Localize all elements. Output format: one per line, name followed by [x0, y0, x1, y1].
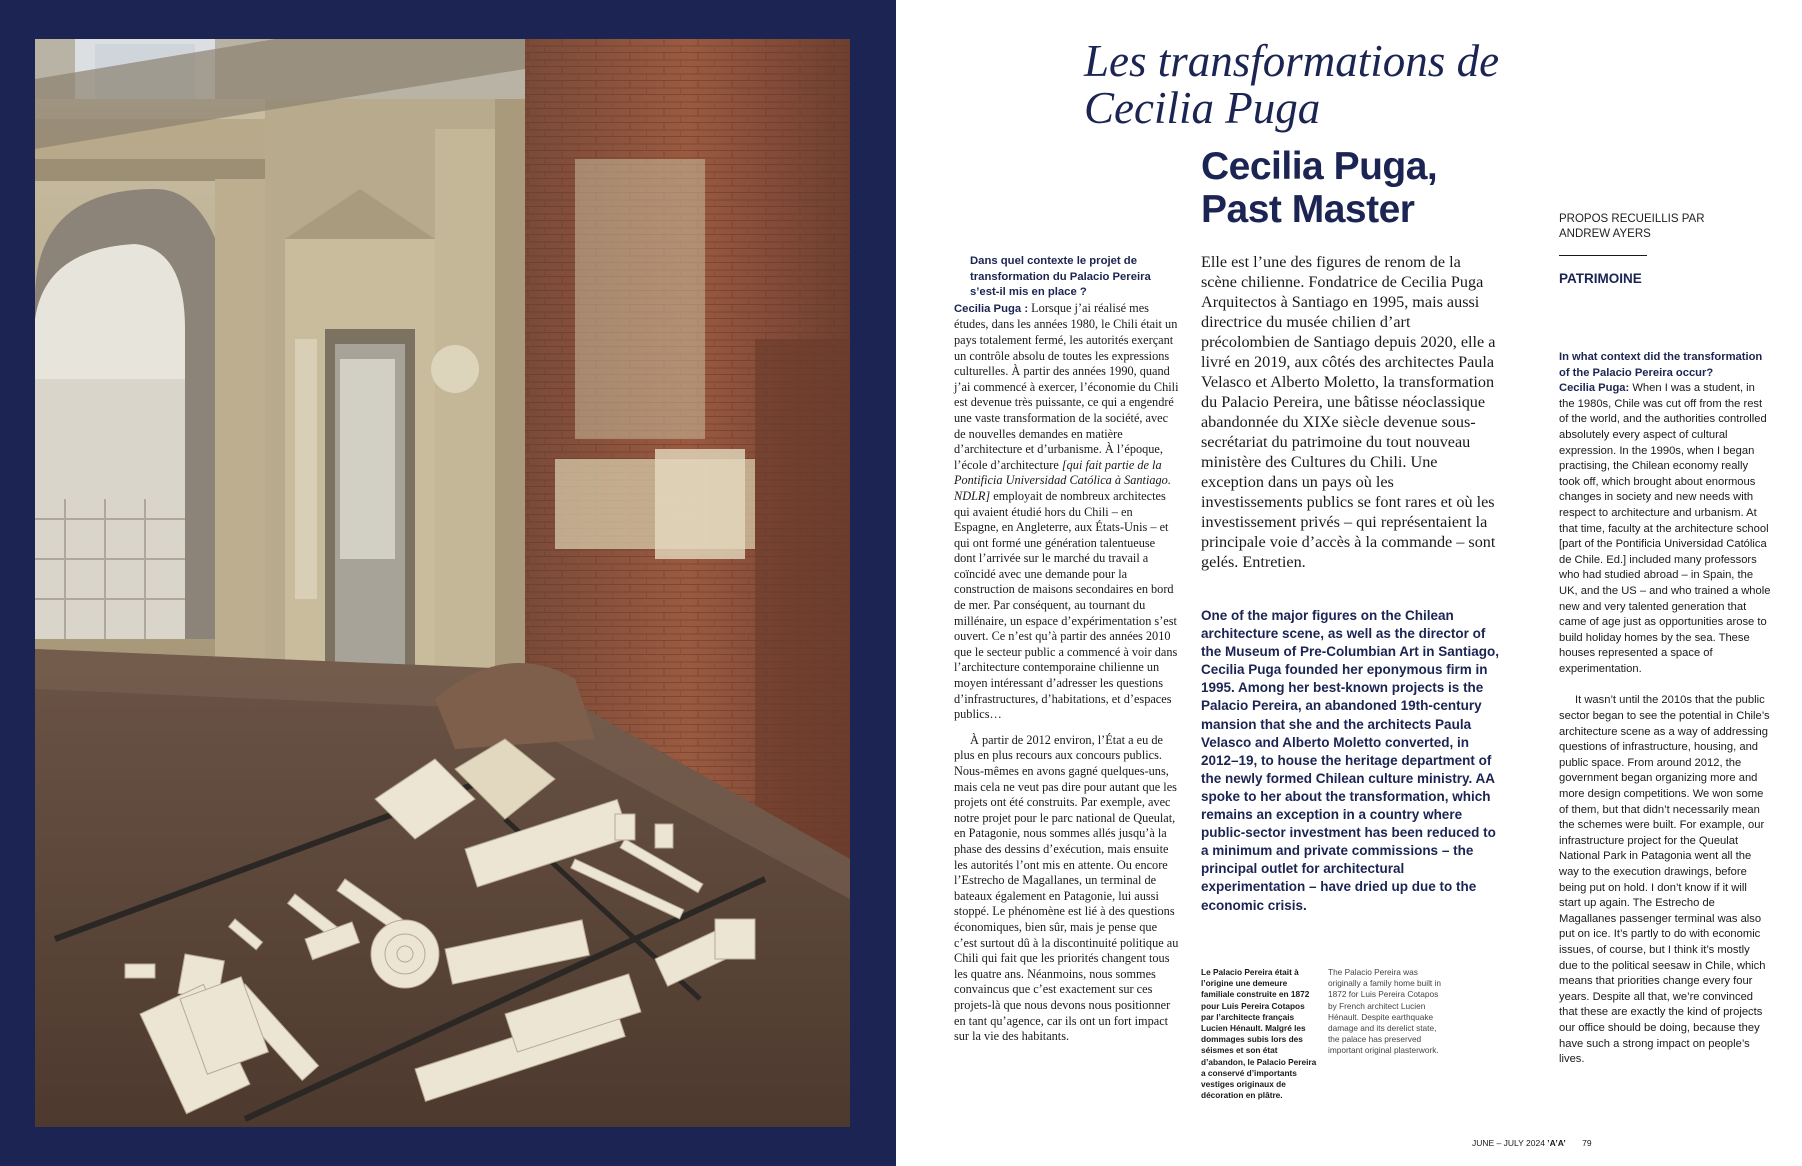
english-interview-column	[1559, 350, 1771, 1068]
page-footer	[1472, 1138, 1792, 1148]
page-number: 79	[1582, 1138, 1592, 1148]
french-paragraph-2: À partir de 2012 environ, l’État a eu de plus en plus recours aux concours publics. Nous-mêmes en avons gagné quelques-uns, mais cela ne veut pas dire pour autant que les projets ont été construits. Par exemple, avec notre projet pour le parc national de Queulat, en Patagonie, nous sommes allés jusqu’à la phase des dessins d’exécution, mais ensuite les autorités l’ont mis en attente. Ou encore l’Estrecho de Magallanes, un terminal de bateaux également en Patagonie, lui aussi stoppé. Le phénomène est lié à des questions économiques, bien sûr, mais je pense que c’est surtout dû à la discontinuité politique au Chili qui fait que les priorités changent tous les quatre ans. Néanmoins, nous sommes convaincus que c’est exactement sur ces projets-là que nous devons nous positionner en tant qu’agence, car ils ont un fort impact sur la vie des habitants.	[954, 732, 1179, 1044]
intro-english: One of the major figures on the Chilean architecture scene, as well as the director of the Museum of Pre-Columbian Art in Santiago, Cecilia Puga founded her eponymous firm in 1995. Among her best-known projects is the Palacio Pereira, an abandoned 19th-century mansion that she and the architects Paula Velasco and Alberto Moletto converted, in 2012–19, to house the heritage department of the newly formed Chilean culture ministry. AA spoke to her about the transformation, which remains an exception in a country where public-sector investment has been reduced to a minimum and private commissions – the principal outlet for architectural experimentation – have dried up due to the economic crisis.	[1201, 608, 1500, 913]
footer-issue: JUNE – JULY 2024	[1472, 1138, 1545, 1148]
english-paragraph-1	[1559, 350, 1771, 677]
french-question: Dans quel contexte le projet de transformation du Palacio Pereira s’est-il mis en place ?	[970, 255, 1151, 299]
byline: PROPOS RECUEILLIS PAR ANDREW AYERS	[1559, 213, 1705, 240]
caption-french: Le Palacio Pereira était à l’origine une demeure familiale construite en 1872 pour Luis Pereira Cotapos par l’architecte français Lucien Hénault. Malgré les dommages subis lors des séismes et son état d’abandon, le Palacio Pereira a conservé d’importants vestiges originaux de décoration en plâtre.	[1201, 967, 1317, 1101]
english-answer-1: When I was a student, in the 1980s, Chile was cut off from the rest of the world, and the authorities controlled absolutely every aspect of cultural expression. In the 1990s, when I began practising, the Chilean economy really took off, which brought about enormous changes in society and new needs with respect to architecture and urbanism. At that time, faculty at the architecture school [part of the Pontificia Universidad Católica de Chile. Ed.] included many professors who had studied abroad – in Spain, the UK, and the US – and who trained a whole new and very talented generation that came of age just as opportunities arose to build holiday homes by the sea. These houses represented a space of experimentation.	[1559, 382, 1771, 675]
french-interview-column	[954, 254, 1180, 1045]
section-label: PATRIMOINE	[1559, 271, 1642, 286]
right-page	[896, 0, 1802, 1166]
palacio-pereira-photo	[35, 39, 850, 1127]
english-paragraph-2: It wasn’t until the 2010s that the public sector began to see the potential in Chile’s architecture scene as a way of addressing questions of infrastructure, housing, and public space. From around 2012, the government began organizing more and more design competitions. We won some of them, but that didn’t necessarily mean the schemes were built. For example, our infrastructure project for the Queulat National Park in Patagonia went all the way to the execution drawings, before being put on hold. I don’t know if it will start up again. The Estrecho de Magallanes passenger terminal was also put on ice. It’s partly to do with economic issues, of course, but I think it’s mostly due to the political seesaw in Chile, which means that priorities change every four years. Despite all that, we’re convinced that these are exactly the kind of projects our office should be doing, because they have such a strong impact on people’s lives.	[1559, 694, 1770, 1066]
title-english: Cecilia Puga, Past Master	[1201, 145, 1438, 231]
french-answer-1-end: employait de nombreux architectes qui avaient étudié hors du Chili – en Espagne, en Angleterre, aux États-Unis – et qui ont formé une génération talentueuse dont l’arrivée sur le marché du travail a coïncidé avec une demande pour la construction de maisons secondaires en bord de mer. Par conséquent, au tournant du millénaire, un espace d’expérimentation s’est ouvert. Ce n’est qu’à partir des années 2010 que le secteur public a commencé à voir dans l’architecture contemporaine chilienne un moyen intéressant d’adresser les questions d’infrastructures, d’habitations, et d’espaces publics…	[954, 488, 1178, 722]
french-editor-note: [qui fait partie de la Pontificia Universidad Católica à Santiago. NDLR]	[954, 457, 1171, 503]
english-speaker: Cecilia Puga:	[1559, 382, 1630, 395]
left-page	[0, 0, 896, 1166]
english-question: In what context did the transformation of the Palacio Pereira occur?	[1559, 351, 1763, 379]
caption-english: The Palacio Pereira was originally a family home built in 1872 for Luis Pereira Cotapos by French architect Lucien Hénault. Despite earthquake damage and its derelict state, the palace has preserved important original plasterwork.	[1328, 967, 1441, 1056]
french-answer-1: Lorsque j’ai réalisé mes études, dans les années 1980, le Chili était un pays totalement fermé, les autorités exerçant un contrôle absolu de toutes les expressions culturelles. À partir des années 1990, quand j’ai commencé à exercer, l’économie du Chili est devenue très puissante, ce qui a engendré une vaste transformation de la société, avec de nouvelles demandes en matière d’architecture et d’urbanisme. À l’époque, l’école d’architecture	[954, 300, 1179, 472]
french-paragraph-1	[954, 254, 1180, 723]
french-speaker: Cecilia Puga :	[954, 302, 1029, 315]
footer-publication-logo: ’A’A’	[1547, 1138, 1566, 1148]
byline-divider	[1559, 255, 1647, 256]
title-french: Les transformations de Cecilia Puga	[1084, 36, 1500, 133]
intro-french: Elle est l’une des figures de renom de la scène chilienne. Fondatrice de Cecilia Puga Arquitectos à Santiago en 1995, mais aussi directrice du musée chilien d’art précolombien de Santiago depuis 2020, elle a livré en 2019, aux côtés des architectes Paula Velasco et Alberto Moletto, la transformation du Palacio Pereira, une bâtisse néoclassique abandonnée du XIXe siècle devenue sous-secrétariat du patrimoine du tout nouveau ministère des Cultures du Chili. Une exception dans un pays où les investissements publics se font rares et où les investissement privés – qui représentaient la principale voie d’accès à la commande – sont gelés. Entretien.	[1201, 253, 1496, 571]
